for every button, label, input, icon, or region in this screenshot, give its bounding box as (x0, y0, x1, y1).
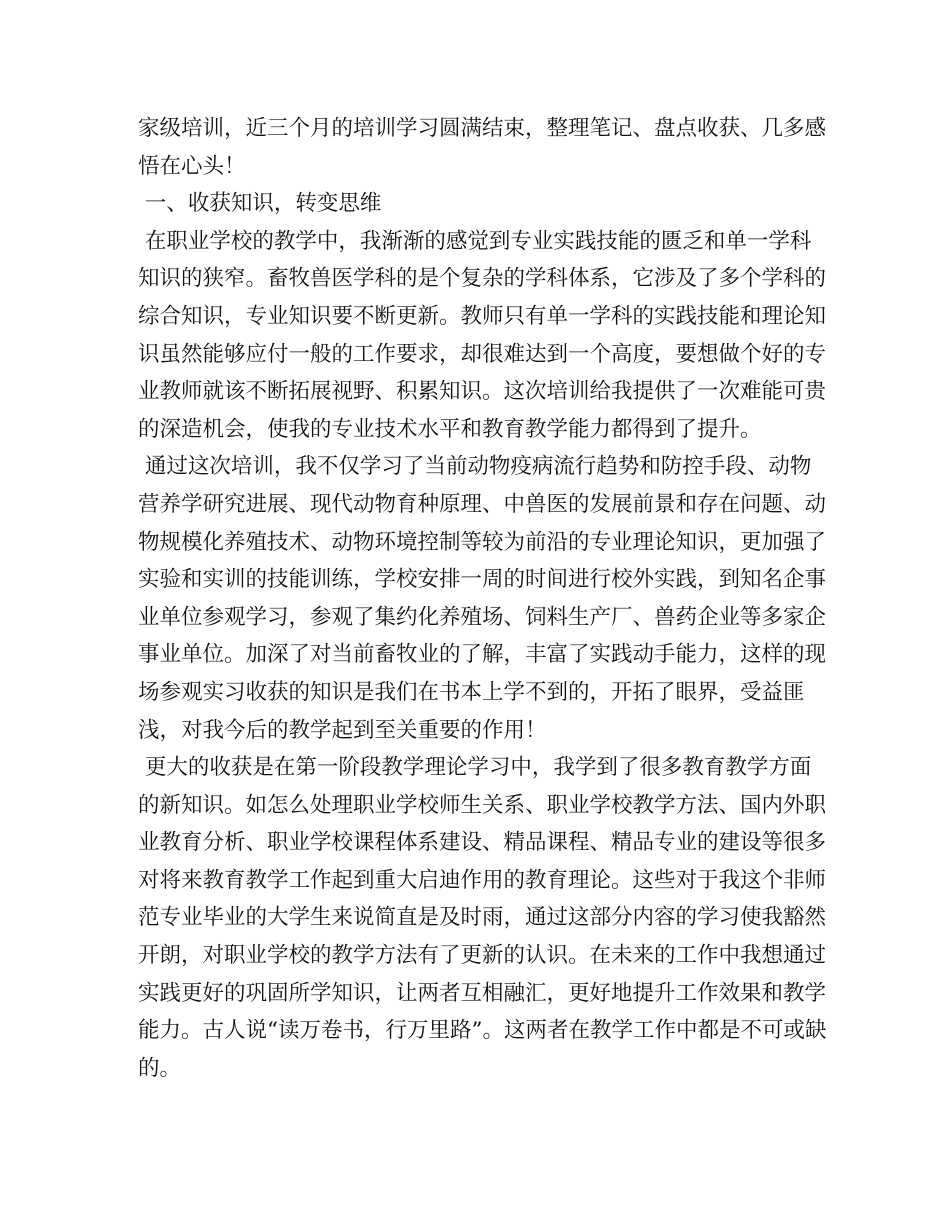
document-body (138, 110, 828, 1087)
paragraph-body: 通过这次培训，我不仅学习了当前动物疫病流行趋势和防控手段、动物营养学研究进展、现代动物育种原理、中兽医的发展前景和存在问题、动物规模化养殖技术、动物环境控制等较为前沿的专业理论知识，更加强了实验和实训的技能训练，学校安排一周的时间进行校外实践，到知名企事业单位参观学习，参观了集约化养殖场、饲料生产厂、兽药企业等多家企事业单位。加深了对当前畜牧业的了解，丰富了实践动手能力，这样的现场参观实习收获的知识是我们在书本上学不到的，开拓了眼界，受益匪浅，对我今后的教学起到至关重要的作用！ (138, 454, 827, 743)
section-heading: 一、收获知识，转变思维 (138, 191, 382, 217)
paragraph-intro-continuation: 家级培训，近三个月的培训学习圆满结束，整理笔记、盘点收获、几多感悟在心头！ (138, 116, 827, 179)
paragraph-body: 在职业学校的教学中，我渐渐的感觉到专业实践技能的匮乏和单一学科知识的狭窄。畜牧兽医学科的是个复杂的学科体系，它涉及了多个学科的综合知识，专业知识要不断更新。教师只有单一学科的实践技能和理论知识虽然能够应付一般的工作要求，却很难达到一个高度，要想做个好的专业教师就该不断拓展视野、积累知识。这次培训给我提供了一次难能可贵的深造机会，使我的专业技术水平和教育教学能力都得到了提升。 (138, 228, 827, 442)
paragraph-body: 更大的收获是在第一阶段教学理论学习中，我学到了很多教育教学方面的新知识。如怎么处理职业学校师生关系、职业学校教学方法、国内外职业教育分析、职业学校课程体系建设、精品课程、精品专业的建设等很多对将来教育教学工作起到重大启迪作用的教育理论。这些对于我这个非师范专业毕业的大学生来说简直是及时雨，通过这部分内容的学习使我豁然开朗，对职业学校的教学方法有了更新的认识。在未来的工作中我想通过实践更好的巩固所学知识，让两者互相融汇，更好地提升工作效果和教学能力。古人说“读万卷书，行万里路”。这两者在教学工作中都是不可或缺的。 (138, 755, 827, 1081)
